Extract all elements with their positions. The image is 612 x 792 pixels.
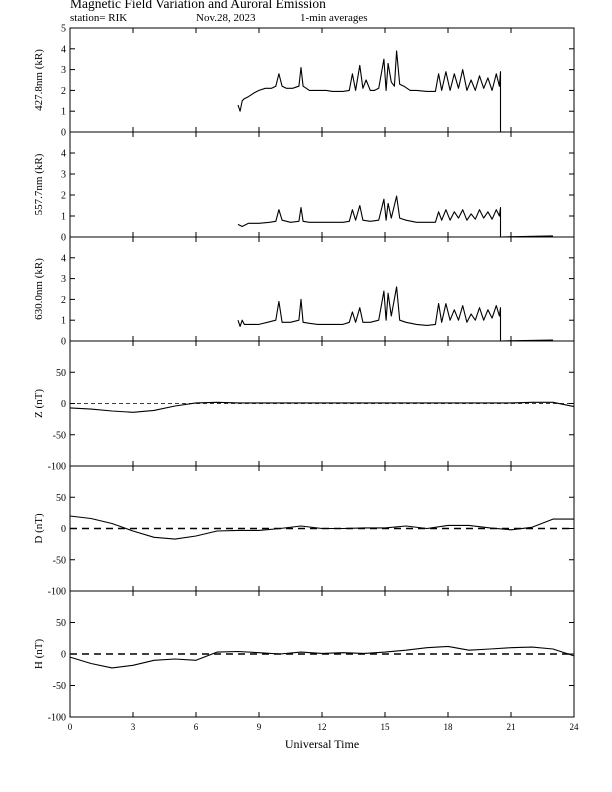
y-tick-label: -50 <box>52 555 66 567</box>
x-tick-label: 21 <box>506 722 516 732</box>
y-tick-label: 5 <box>61 23 66 35</box>
y-tick-label: 3 <box>61 65 66 77</box>
series-line-1-1 <box>238 51 501 132</box>
panel-frame-2 <box>70 132 574 237</box>
y-tick-label: 3 <box>61 274 66 286</box>
series-line-5-1 <box>70 516 574 539</box>
panel-frame-3 <box>70 237 574 341</box>
y-axis-label: Z (nT) <box>33 388 45 419</box>
x-tick-label: 0 <box>67 722 73 732</box>
averaging-label: 1-min averages <box>300 12 368 24</box>
series-line-6-1 <box>70 646 574 668</box>
y-tick-label: -50 <box>52 430 66 442</box>
station-label: station= RIK <box>70 12 128 24</box>
y-tick-label: 2 <box>61 85 66 97</box>
x-tick-label: 12 <box>317 722 327 732</box>
y-tick-label: 0 <box>61 399 66 410</box>
y-tick-label: 2 <box>61 294 66 306</box>
chart-title: Magnetic Field Variation and Auroral Emission <box>70 0 326 11</box>
x-tick-label: 15 <box>380 722 390 732</box>
y-tick-label: -100 <box>47 712 66 724</box>
y-tick-label: 0 <box>61 232 66 244</box>
y-tick-label: -100 <box>47 586 66 598</box>
y-tick-label: 4 <box>61 44 66 56</box>
x-tick-label: 9 <box>256 722 262 732</box>
series-line-2-1 <box>238 196 553 237</box>
y-axis-label: D (nT) <box>33 513 45 544</box>
x-tick-label: 3 <box>130 722 136 732</box>
y-axis-label: 557.7nm (kR) <box>33 153 45 216</box>
y-tick-label: 4 <box>61 148 66 160</box>
y-tick-label: 1 <box>61 211 66 223</box>
x-tick-label: 24 <box>569 722 579 732</box>
y-axis-label: H (nT) <box>33 638 45 670</box>
series-line-3-1 <box>238 287 553 341</box>
y-axis-label: 427.8nm (kR) <box>33 49 45 111</box>
y-tick-label: 50 <box>56 492 66 504</box>
date-label: Nov.28, 2023 <box>196 12 256 24</box>
y-tick-label: 0 <box>61 336 66 348</box>
y-tick-label: 0 <box>61 127 66 139</box>
y-tick-label: 1 <box>61 315 66 327</box>
y-tick-label: 50 <box>56 618 66 629</box>
y-tick-label: 3 <box>61 169 66 181</box>
y-tick-label: 4 <box>61 253 66 265</box>
x-tick-label: 18 <box>443 722 453 732</box>
y-tick-label: 0 <box>61 524 66 535</box>
y-tick-label: -100 <box>47 461 66 473</box>
y-tick-label: -50 <box>52 681 66 692</box>
y-tick-label: 50 <box>56 367 66 379</box>
x-tick-label: 6 <box>193 722 199 732</box>
y-tick-label: 2 <box>61 190 66 202</box>
x-axis-label: Universal Time <box>284 737 360 751</box>
y-axis-label: 630.0nm (kR) <box>33 258 45 320</box>
y-tick-label: 0 <box>61 649 66 661</box>
y-tick-label: 1 <box>61 106 66 118</box>
